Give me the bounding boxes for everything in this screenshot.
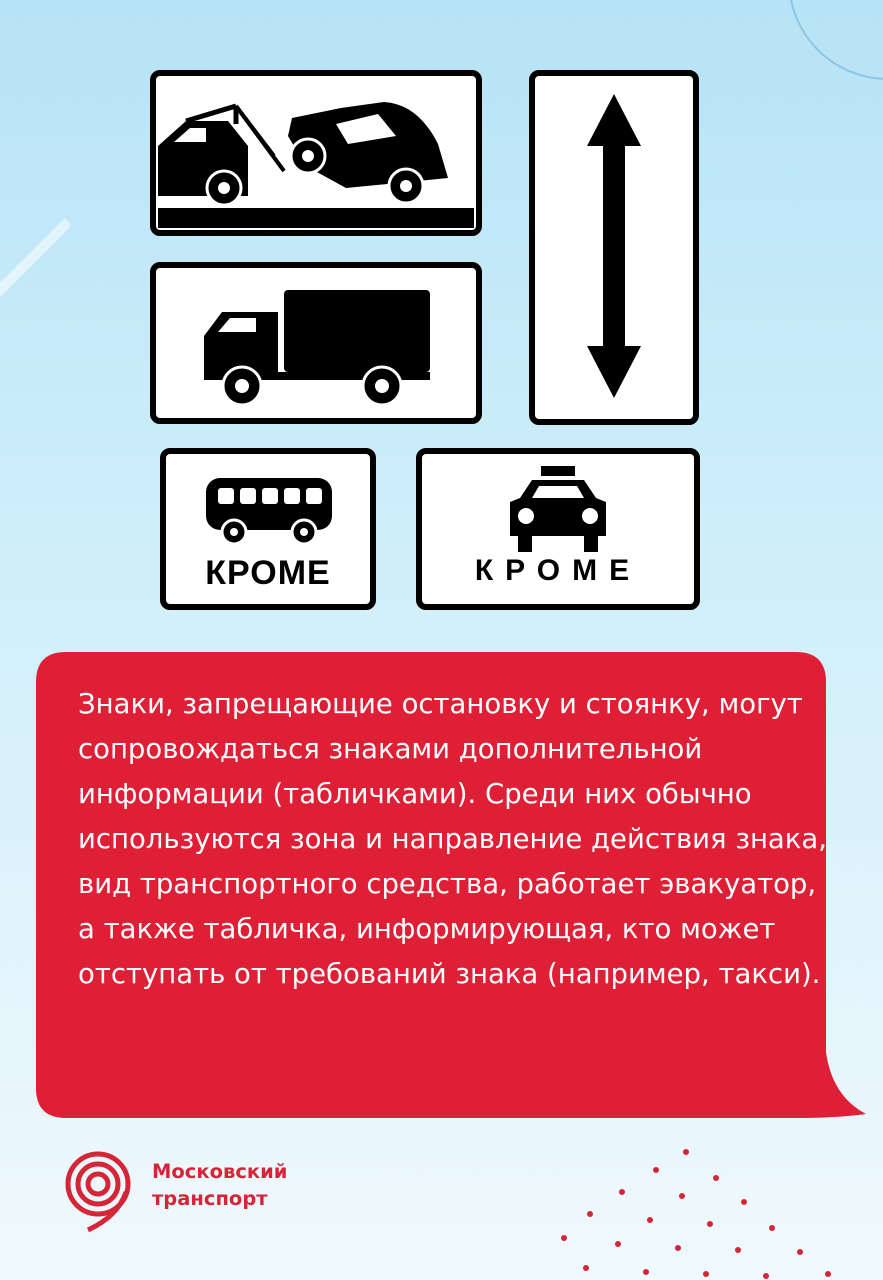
tow-truck-sign bbox=[150, 70, 482, 236]
background-streak-decoration bbox=[0, 218, 72, 331]
double-arrow-icon bbox=[535, 76, 693, 419]
bus-icon bbox=[166, 454, 370, 550]
dots-decoration bbox=[560, 1140, 880, 1280]
taxi-icon bbox=[422, 454, 694, 554]
zone-arrow-sign bbox=[529, 70, 699, 425]
info-callout bbox=[36, 652, 866, 1118]
truck-sign bbox=[150, 262, 482, 424]
background-circle-decoration bbox=[788, 0, 883, 80]
tow-truck-icon bbox=[156, 76, 476, 230]
brand-name-line1: Московский bbox=[152, 1160, 288, 1183]
brand-name bbox=[152, 1158, 287, 1212]
taxi-except-label: КРОМЕ bbox=[474, 554, 642, 587]
moscow-transport-logo-icon bbox=[60, 1150, 136, 1234]
truck-icon bbox=[156, 268, 476, 418]
bus-except-sign bbox=[160, 448, 376, 610]
brand-name-line2: транспорт bbox=[152, 1187, 268, 1210]
taxi-except-sign bbox=[416, 448, 700, 610]
bus-except-label: КРОМЕ bbox=[205, 554, 331, 592]
info-paragraph: Знаки, запрещающие остановку и стоянку, могут сопровождаться знаками дополнительной информации (табличками). Среди них обычно используются зона и направление действия знака, вид транспортного средства, работает эвакуатор, а также табличка, информирующая, кто может отступать от требований знака (например, такси). bbox=[78, 688, 827, 990]
